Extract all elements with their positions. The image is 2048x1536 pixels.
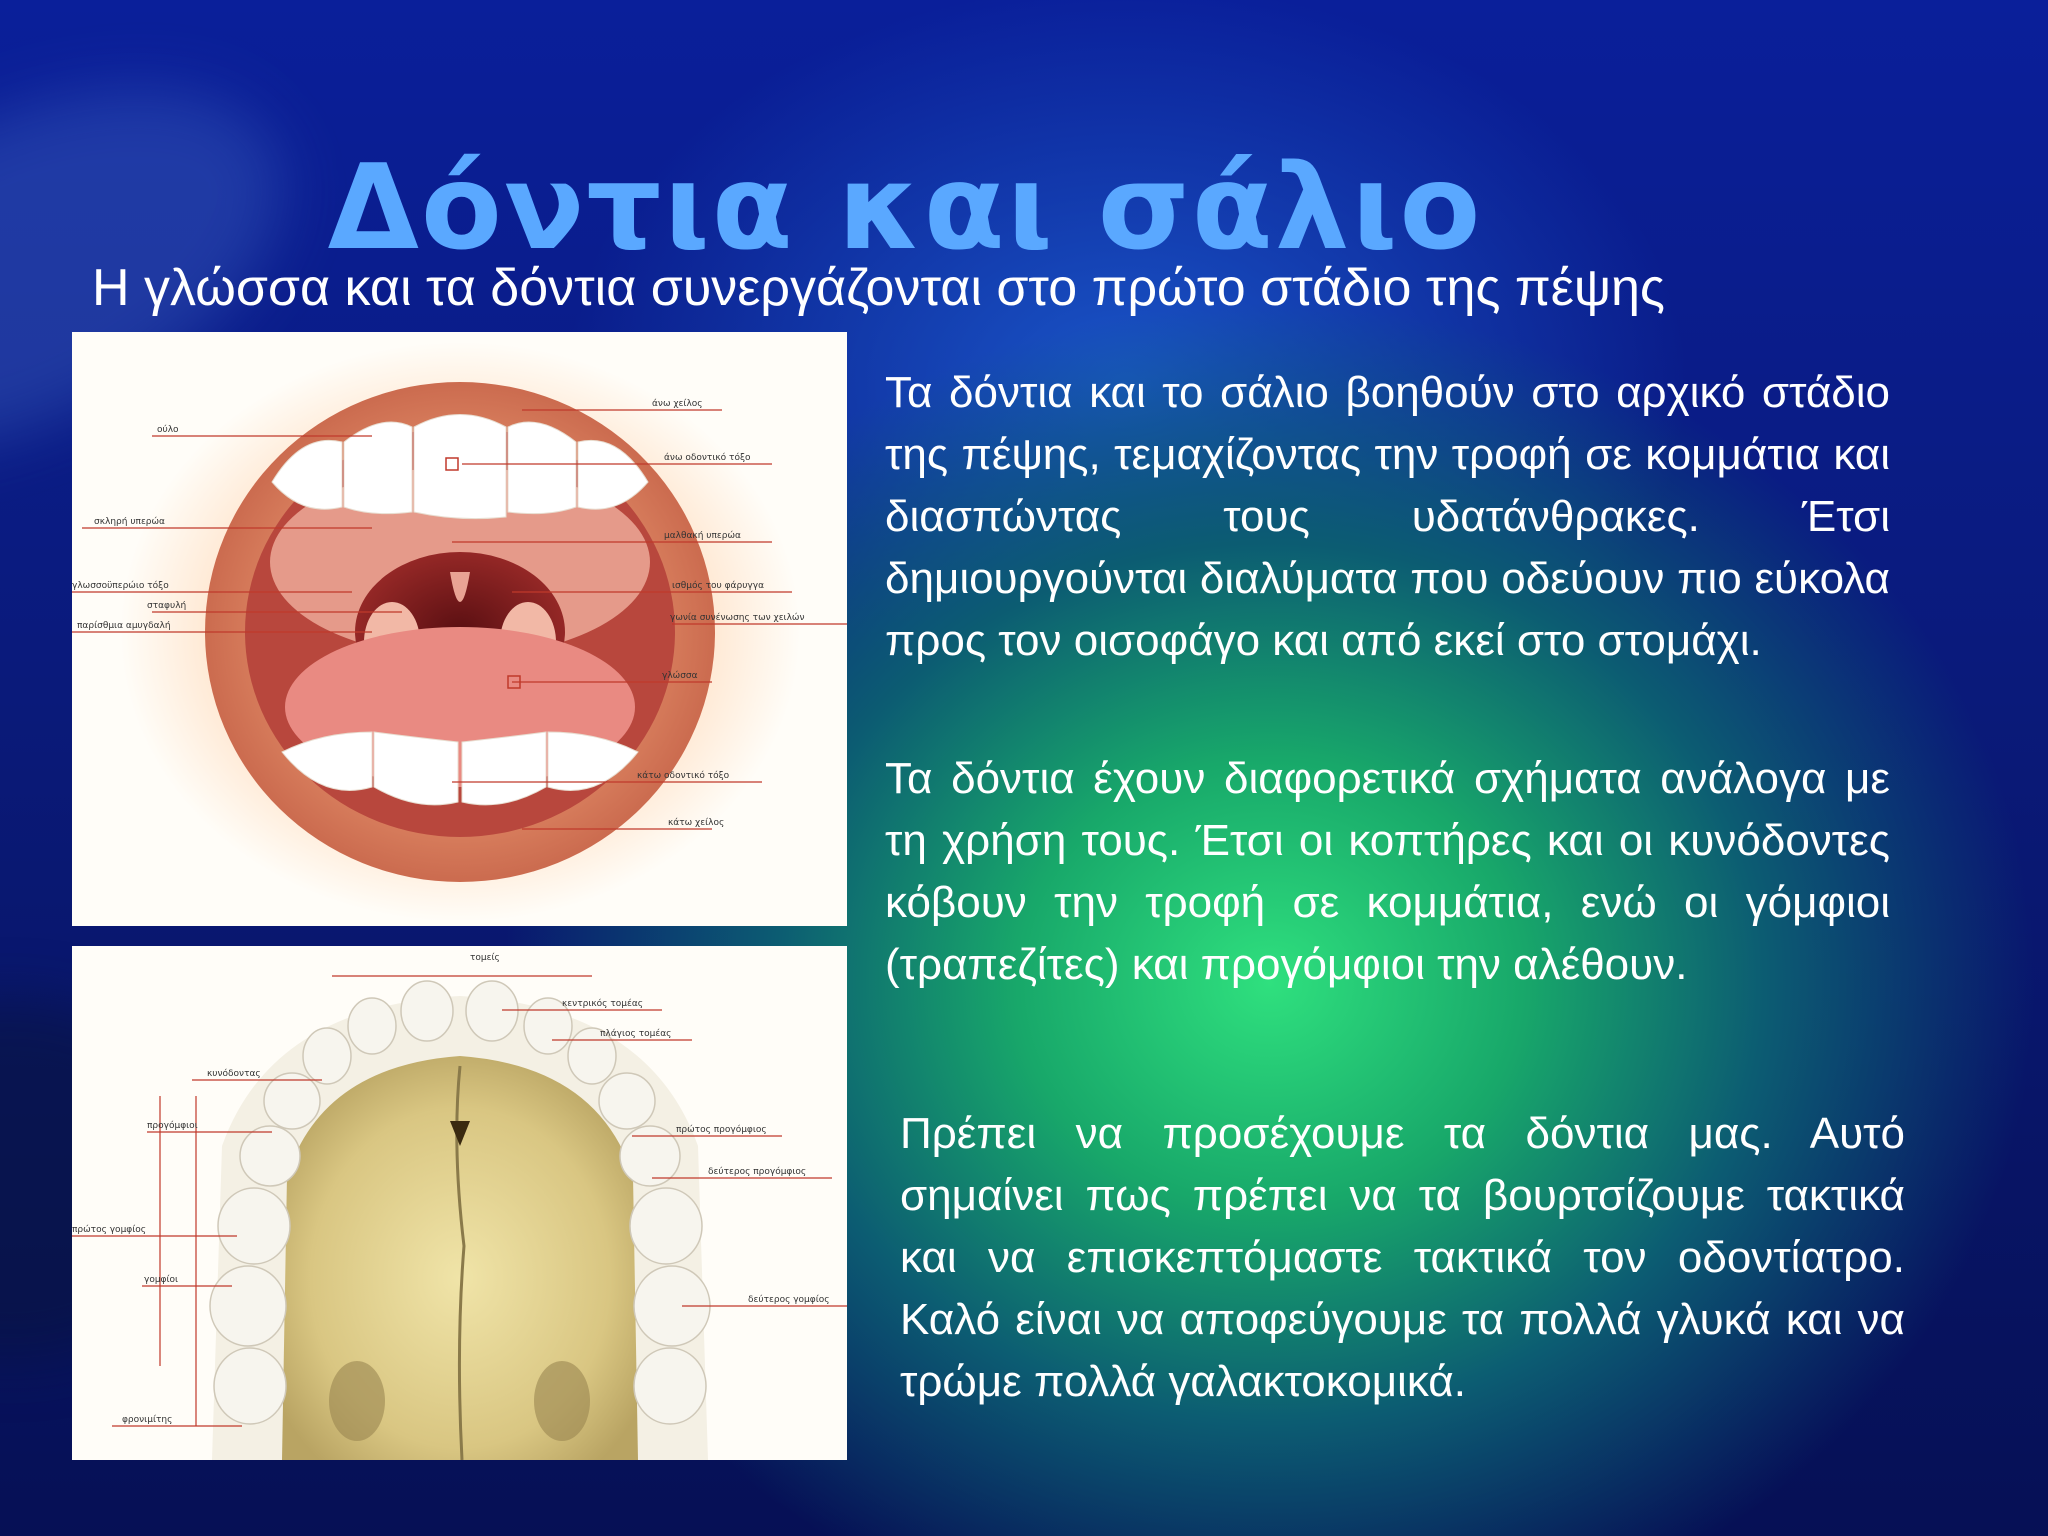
mouth-label: παρίσθμια αμυγδαλή xyxy=(77,621,171,631)
jaw-label: κεντρικός τομέας xyxy=(562,999,644,1009)
mouth-label: κάτω χείλος xyxy=(668,818,725,828)
mouth-label: γλωσσοϋπερώιο τόξο xyxy=(72,581,169,591)
mouth-label: κάτω οδοντικό τόξο xyxy=(637,771,730,781)
jaw-label: γομφίοι xyxy=(144,1275,179,1285)
mouth-label: άνω χείλος xyxy=(652,399,703,409)
jaw-label: τομείς xyxy=(470,953,500,963)
slide-subtitle: Η γλώσσα και τα δόντια συνεργάζονται στο πρώτο στάδιο της πέψης xyxy=(92,259,1665,317)
mouth-label: γωνία συνένωσης των χειλών xyxy=(670,613,805,623)
mouth-label: σταφυλή xyxy=(147,601,187,611)
mouth-label: γλώσσα xyxy=(662,671,698,681)
jaw-label: δεύτερος προγόμφιος xyxy=(708,1167,807,1177)
mouth-anatomy-image xyxy=(72,332,847,926)
jaw-label: πρώτος γομφίος xyxy=(72,1225,147,1235)
mouth-label: ούλο xyxy=(157,425,179,435)
slide-title: Δόντια και σάλιο xyxy=(327,138,1483,276)
paragraph-dental-care: Πρέπει να προσέχουμε τα δόντια μας. Αυτό σημαίνει πως πρέπει να τα βουρτσίζουμε τακτικά και να επισκεπτόμαστε τακτικά τον οδοντίατρο. Καλό είναι να αποφεύγουμε τα πολλά γλυκά και να τρώμε πολλά γαλακτοκομικά. xyxy=(900,1109,1905,1406)
upper-jaw-teeth-image xyxy=(72,946,847,1460)
paragraph-digestion: Τα δόντια και το σάλιο βοηθούν στο αρχικό στάδιο της πέψης, τεμαχίζοντας την τροφή σε κομμάτια και διασπώντας τους υδατάνθρακες. Έτσι δημιουργούνται διαλύματα που οδεύουν πιο εύκολα προς τον οισοφάγο και από εκεί στο στομάχι. xyxy=(885,368,1890,665)
mouth-label: σκληρή υπερώα xyxy=(94,517,165,527)
jaw-label: δεύτερος γομφίος xyxy=(748,1295,830,1305)
jaw-label: φρονιμίτης xyxy=(122,1415,173,1425)
jaw-label: προγόμφιοι xyxy=(147,1121,198,1131)
jaw-label: πλάγιος τομέας xyxy=(600,1029,672,1039)
mouth-label: ισθμός του φάρυγγα xyxy=(672,581,764,591)
jaw-label: κυνόδοντας xyxy=(207,1069,261,1079)
mouth-label: μαλθακή υπερώα xyxy=(664,531,741,541)
mouth-label: άνω οδοντικό τόξο xyxy=(664,453,751,463)
jaw-label: πρώτος προγόμφιος xyxy=(676,1125,767,1135)
paragraph-teeth-shapes: Τα δόντια έχουν διαφορετικά σχήματα ανάλογα με τη χρήση τους. Έτσι οι κοπτήρες και οι κυνόδοντες κόβουν την τροφή σε κομμάτια, ενώ οι γόμφιοι (τραπεζίτες) και προγόμφιοι την αλέθουν. xyxy=(885,754,1890,989)
